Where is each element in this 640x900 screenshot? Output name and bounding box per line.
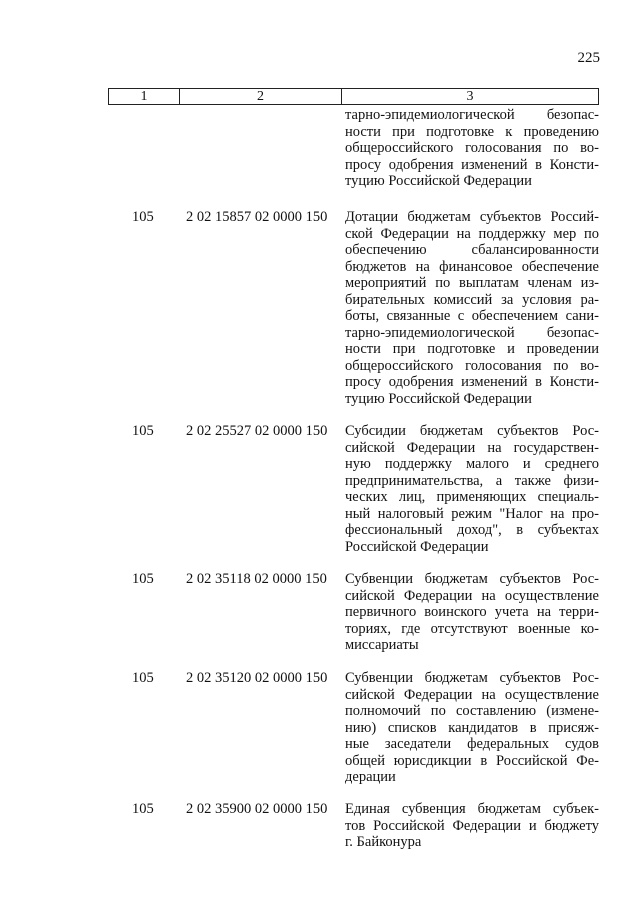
description-line: ный налоговый режим "Налог на про- xyxy=(345,505,599,522)
description-line: тов Российской Федерации и бюджету xyxy=(345,817,599,834)
row-budget-code: 2 02 15857 02 0000 150 xyxy=(186,209,328,225)
row-description xyxy=(345,107,599,190)
description-line: туцию Российской Федерации xyxy=(345,390,532,407)
row-budget-code: 2 02 35120 02 0000 150 xyxy=(186,670,328,686)
row-admin-code: 105 xyxy=(132,423,154,439)
description-line: просу одобрения изменений в Консти- xyxy=(345,156,599,173)
description-line: мероприятий по выплатам членам из- xyxy=(345,275,599,291)
row-budget-code: 2 02 25527 02 0000 150 xyxy=(186,423,328,439)
description-line: обеспечению сбалансированности xyxy=(345,242,599,258)
description-line: Единая субвенция бюджетам субъек- xyxy=(345,801,599,817)
row-description xyxy=(345,423,599,555)
description-line: Дотации бюджетам субъектов Россий- xyxy=(345,209,599,225)
description-line: туцию Российской Федерации xyxy=(345,173,532,189)
row-budget-code: 2 02 35900 02 0000 150 xyxy=(186,801,328,817)
column-header-2: 2 xyxy=(180,89,342,104)
description-line: ториях, где отсутствуют военные ко- xyxy=(345,620,599,637)
description-line: ческих лиц, применяющих специаль- xyxy=(345,489,599,505)
description-line: ской Федерации на поддержку мер по xyxy=(345,225,599,242)
description-line: общероссийского голосования по во- xyxy=(345,140,599,156)
description-line: бирательных комиссий за условия ра- xyxy=(345,291,599,308)
description-line: миссариаты xyxy=(345,637,419,653)
description-line: просу одобрения изменений в Консти- xyxy=(345,374,599,390)
row-description xyxy=(345,571,599,654)
description-line: тарно-эпидемиологической безопас- xyxy=(345,107,599,123)
description-line: ные заседатели федеральных судов xyxy=(345,736,599,752)
description-line: Субсидии бюджетам субъектов Рос- xyxy=(345,423,599,439)
description-line: г. Байконура xyxy=(345,834,422,850)
description-line: боты, связанные с обеспечением сани- xyxy=(345,308,599,324)
row-description xyxy=(345,670,599,786)
table-header-row xyxy=(108,88,599,105)
row-admin-code: 105 xyxy=(132,571,154,587)
description-line: сийской Федерации на осуществление xyxy=(345,587,599,604)
description-line: Субвенции бюджетам субъектов Рос- xyxy=(345,571,599,587)
description-line: ности при подготовке к проведению xyxy=(345,123,599,140)
row-description xyxy=(345,209,599,407)
column-header-1: 1 xyxy=(109,89,180,104)
description-line: общероссийского голосования по во- xyxy=(345,357,599,374)
row-admin-code: 105 xyxy=(132,209,154,225)
description-line: бюджетов на финансовое обеспечение xyxy=(345,258,599,275)
description-line: предпринимательства, а также физи- xyxy=(345,472,599,489)
description-line: ную поддержку малого и среднего xyxy=(345,456,599,472)
description-line: Российской Федерации xyxy=(345,538,489,555)
description-line: сийской Федерации на осуществление xyxy=(345,686,599,703)
description-line: общей юрисдикции в Российской Фе- xyxy=(345,752,599,769)
description-line: Субвенции бюджетам субъектов Рос- xyxy=(345,670,599,686)
description-line: первичного воинского учета на терри- xyxy=(345,604,599,620)
row-budget-code: 2 02 35118 02 0000 150 xyxy=(186,571,327,587)
row-admin-code: 105 xyxy=(132,670,154,686)
description-line: нию) списков кандидатов в присяж- xyxy=(345,719,599,736)
description-line: сийской Федерации на государствен- xyxy=(345,439,599,456)
description-line: ности при подготовке и проведении xyxy=(345,341,599,357)
column-header-3: 3 xyxy=(466,89,474,104)
description-line: дерации xyxy=(345,769,396,785)
row-admin-code: 105 xyxy=(132,801,154,817)
description-line: полномочий по составлению (измене- xyxy=(345,703,599,719)
page-number: 225 xyxy=(577,50,600,66)
description-line: фессиональный доход", в субъектах xyxy=(345,522,599,538)
row-description xyxy=(345,801,599,851)
description-line: тарно-эпидемиологической безопас- xyxy=(345,324,599,341)
